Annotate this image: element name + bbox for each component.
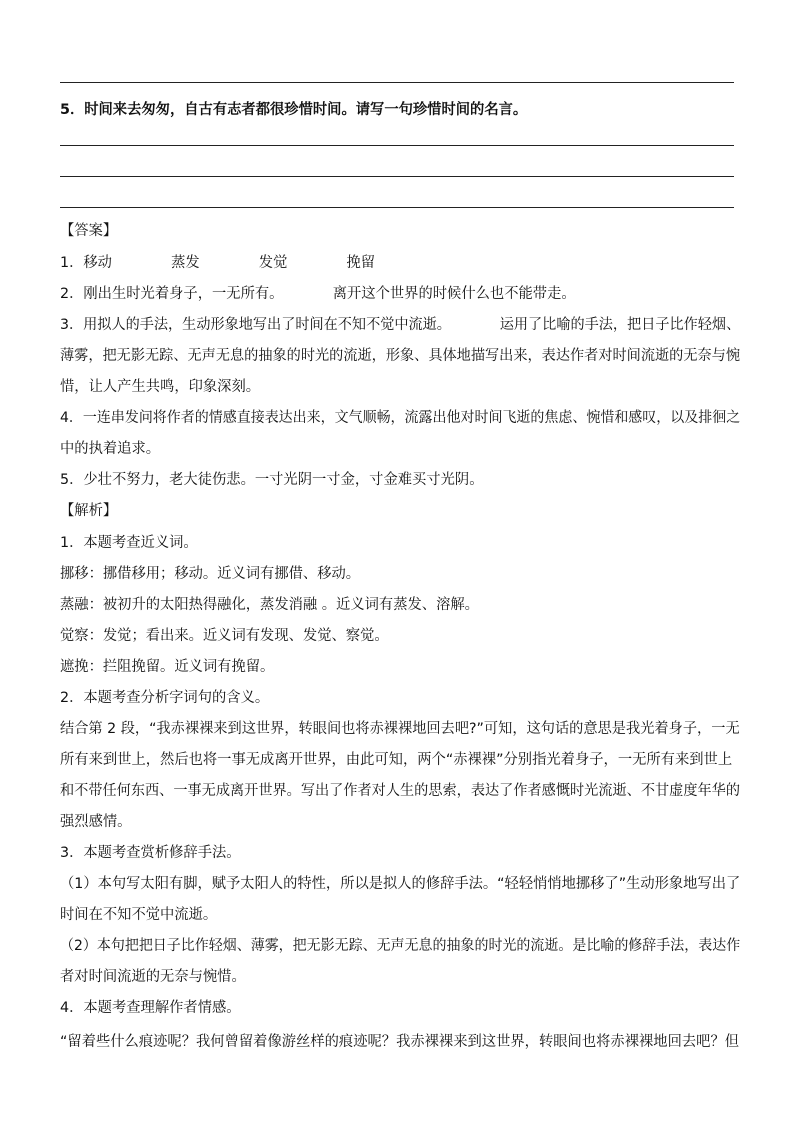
analysis-3-title: 3．本题考查赏析修辞手法。 <box>60 845 241 861</box>
answer-1-word: 发觉 <box>258 255 288 271</box>
analysis-2-line: 所有来到世上，然后也将一事无成离开世界，由此可知，两个“赤裸裸”分别指光着身子，一无所有来到世上 <box>60 752 733 768</box>
answer-line <box>60 82 734 83</box>
answer-header: 【答案】 <box>60 223 118 239</box>
analysis-1-line: 挪移：挪借移用；移动。近义词有挪借、移动。 <box>60 566 361 582</box>
answer-1-number: 1． <box>60 255 84 271</box>
analysis-3-line: 者对时间流逝的无奈与惋惜。 <box>60 969 246 985</box>
analysis-2-line: 和不带任何东西、一事无成离开世界。写出了作者对人生的思索，表达了作者感慨时光流逝、不甘虚度年华的 <box>60 783 740 799</box>
answer-5: 5．少壮不努力，老大徒伤悲。一寸光阴一寸金，寸金难买寸光阴。 <box>60 472 484 488</box>
answer-line <box>60 176 734 177</box>
analysis-2-title: 2．本题考查分析字词句的含义。 <box>60 690 270 706</box>
answer-3-line3: 惜，让人产生共鸣，印象深刻。 <box>60 379 261 395</box>
question-5: 5．时间来去匆匆，自古有志者都很珍惜时间。请写一句珍惜时间的名言。 <box>60 102 528 118</box>
answer-1 <box>60 253 740 273</box>
answer-3-line1 <box>60 315 741 335</box>
answer-4-line2: 中的执着追求。 <box>60 441 161 457</box>
answer-2-part1: 2．刚出生时光着身子，一无所有。 <box>60 286 284 302</box>
answer-1-word: 蒸发 <box>171 255 200 271</box>
answer-2-part2: 离开这个世界的时候什么也不能带走。 <box>332 286 576 302</box>
answer-1-word: 移动 <box>83 255 112 271</box>
analysis-3-line: （1）本句写太阳有脚，赋予太阳人的特性，所以是拟人的修辞手法。“轻轻悄悄地挪移了”生动形象地写出了 <box>60 876 741 892</box>
analysis-3-line: 时间在不知不觉中流逝。 <box>60 907 218 923</box>
analysis-3-line: （2）本句把把日子比作轻烟、薄雾，把无影无踪、无声无息的抽象的时光的流逝。是比喻的修辞手法，表达作 <box>60 938 741 954</box>
answer-line <box>60 145 734 146</box>
analysis-2-line: 结合第 2 段，“我赤裸裸来到这世界，转眼间也将赤裸裸地回去吧?”可知，这句话的意思是我光着身子，一无 <box>60 721 740 737</box>
analysis-4-title: 4．本题考查理解作者情感。 <box>60 1000 241 1016</box>
analysis-1-line: 觉察：发觉；看出来。近义词有发现、发觉、察觉。 <box>60 628 389 644</box>
analysis-1-title: 1．本题考查近义词。 <box>60 535 198 551</box>
analysis-1-line: 遮挽：拦阻挽留。近义词有挽留。 <box>60 659 275 675</box>
answer-line <box>60 207 734 208</box>
analysis-4-line: “留着些什么痕迹呢？我何曾留着像游丝样的痕迹呢？我赤裸裸来到这世界，转眼间也将赤裸裸地回去吧？但 <box>60 1034 740 1050</box>
answer-3-part1: 3．用拟人的手法，生动形象地写出了时间在不知不觉中流逝。 <box>60 317 451 333</box>
analysis-1-line: 蒸融：被初升的太阳热得融化，蒸发消融 。近义词有蒸发、溶解。 <box>60 597 479 613</box>
answer-3-line2: 薄雾，把无影无踪、无声无息的抽象的时光的流逝，形象、具体地描写出来，表达作者对时间流逝的无奈与惋 <box>60 348 740 364</box>
analysis-2-line: 强烈感情。 <box>60 814 132 830</box>
answer-3-part2: 运用了比喻的手法，把日子比作轻烟、 <box>499 317 741 333</box>
answer-2 <box>60 284 740 304</box>
answer-4-line1: 4．一连串发问将作者的情感直接表达出来，文气顺畅，流露出他对时间飞逝的焦虑、惋惜和感叹，以及排徊之 <box>60 410 741 426</box>
answer-1-word: 挽留 <box>346 255 376 271</box>
analysis-header: 【解析】 <box>60 503 118 519</box>
